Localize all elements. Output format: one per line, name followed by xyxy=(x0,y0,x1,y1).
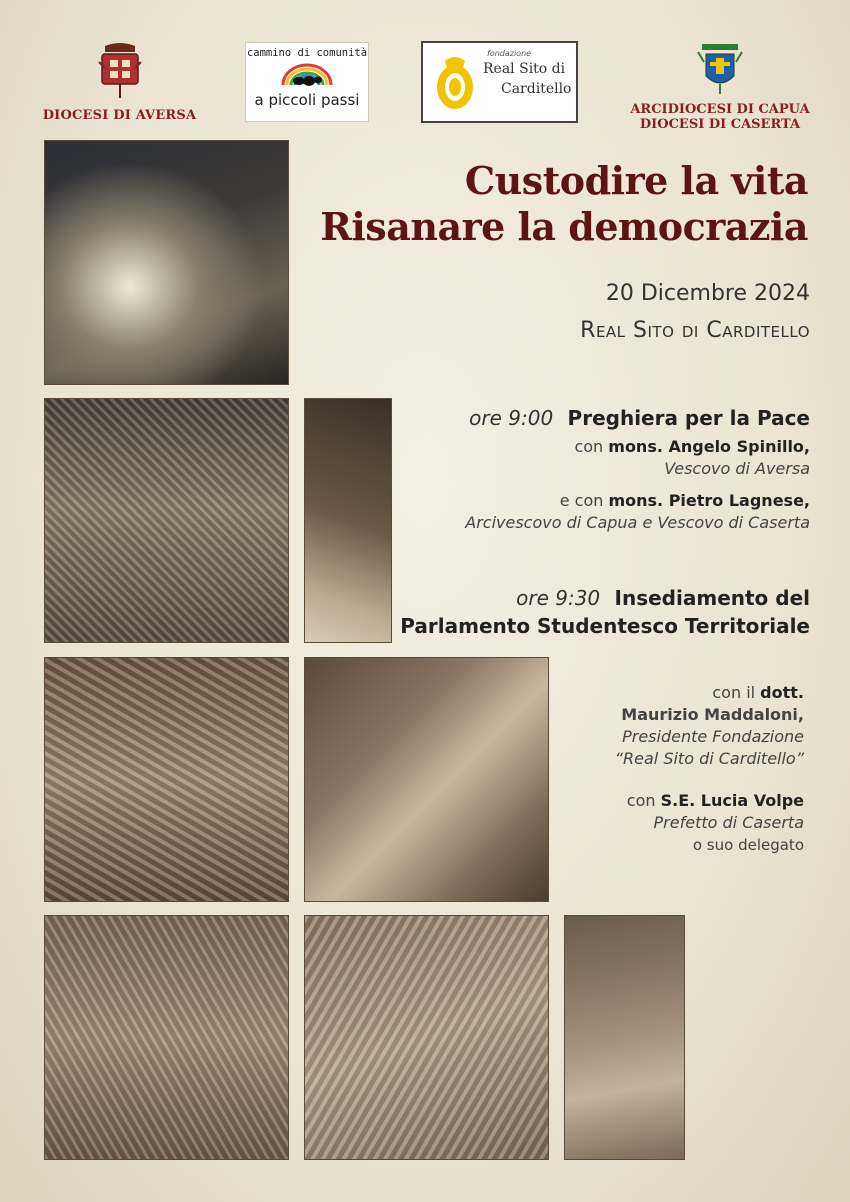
item1-with2-role: Arcivescovo di Capua e Vescovo di Caserta xyxy=(465,513,810,532)
aversa-label: DIOCESI DI AVERSA xyxy=(42,108,197,123)
item2-with2-role: Prefetto di Caserta xyxy=(653,813,804,832)
passi-line2: a piccoli passi xyxy=(254,91,360,109)
photo-procession-6 xyxy=(44,915,289,1160)
item1-time: ore 9:00 xyxy=(469,406,554,430)
photo-procession-1 xyxy=(44,140,289,385)
item2-with2-prefix: con xyxy=(626,791,656,810)
photo-procession-2 xyxy=(44,398,289,643)
item2-time: ore 9:30 xyxy=(516,586,601,610)
item1-with2-name: mons. Pietro Lagnese, xyxy=(608,491,810,510)
program-item-2-guests xyxy=(615,682,804,856)
item2-with1-role1: Presidente Fondazione xyxy=(622,727,804,746)
diocese-aversa-logo xyxy=(42,42,197,123)
item2-with1-name: Maurizio Maddaloni, xyxy=(621,705,804,724)
aversa-crest-icon xyxy=(97,42,143,100)
photo-procession-4 xyxy=(44,657,289,902)
cardi-line2: Carditello xyxy=(501,81,572,97)
photo-procession-3 xyxy=(304,398,392,643)
item2-title-line2: Parlamento Studentesco Territoriale xyxy=(400,614,810,638)
capua-crest-icon xyxy=(696,40,744,96)
program-item-1 xyxy=(465,404,810,534)
item2-with1-title: dott. xyxy=(760,683,804,702)
photo-procession-8 xyxy=(564,915,685,1160)
item1-with2-prefix: e con xyxy=(559,491,604,510)
item2-with2-note: o suo delegato xyxy=(692,836,804,854)
item2-with2-name: S.E. Lucia Volpe xyxy=(660,791,804,810)
item1-with1-role: Vescovo di Aversa xyxy=(664,459,810,478)
carditello-emblem-icon xyxy=(431,53,479,113)
program-item-2 xyxy=(400,584,810,640)
item1-with1-name: mons. Angelo Spinillo, xyxy=(608,437,810,456)
cardi-line1: Real Sito di xyxy=(483,61,566,77)
carditello-logo xyxy=(421,41,578,123)
photo-procession-7 xyxy=(304,915,549,1160)
item2-with1-prefix: con il xyxy=(712,683,756,702)
item2-title-line1: Insediamento del xyxy=(614,586,810,610)
ant-rainbow-icon xyxy=(275,61,339,89)
title-line1: Custodire la vita xyxy=(464,158,808,203)
item2-with1-role2: “Real Sito di Carditello” xyxy=(614,749,804,768)
piccoli-passi-logo xyxy=(245,42,369,122)
caserta-line2: DIOCESI DI CASERTA xyxy=(639,117,801,132)
cardi-small: fondazione xyxy=(487,49,532,58)
capua-caserta-logo xyxy=(625,40,815,132)
event-venue: Real Sito di Carditello xyxy=(580,318,810,343)
photo-procession-5 xyxy=(304,657,549,902)
passi-line1: cammino di comunità xyxy=(246,47,368,59)
item1-title: Preghiera per la Pace xyxy=(567,406,810,430)
title-line2: Risanare la democrazia xyxy=(320,204,808,249)
item1-with1-prefix: con xyxy=(574,437,604,456)
main-title xyxy=(320,158,808,250)
capua-line1: ARCIDIOCESI DI CAPUA xyxy=(630,102,810,117)
event-date: 20 Dicembre 2024 xyxy=(605,281,810,306)
